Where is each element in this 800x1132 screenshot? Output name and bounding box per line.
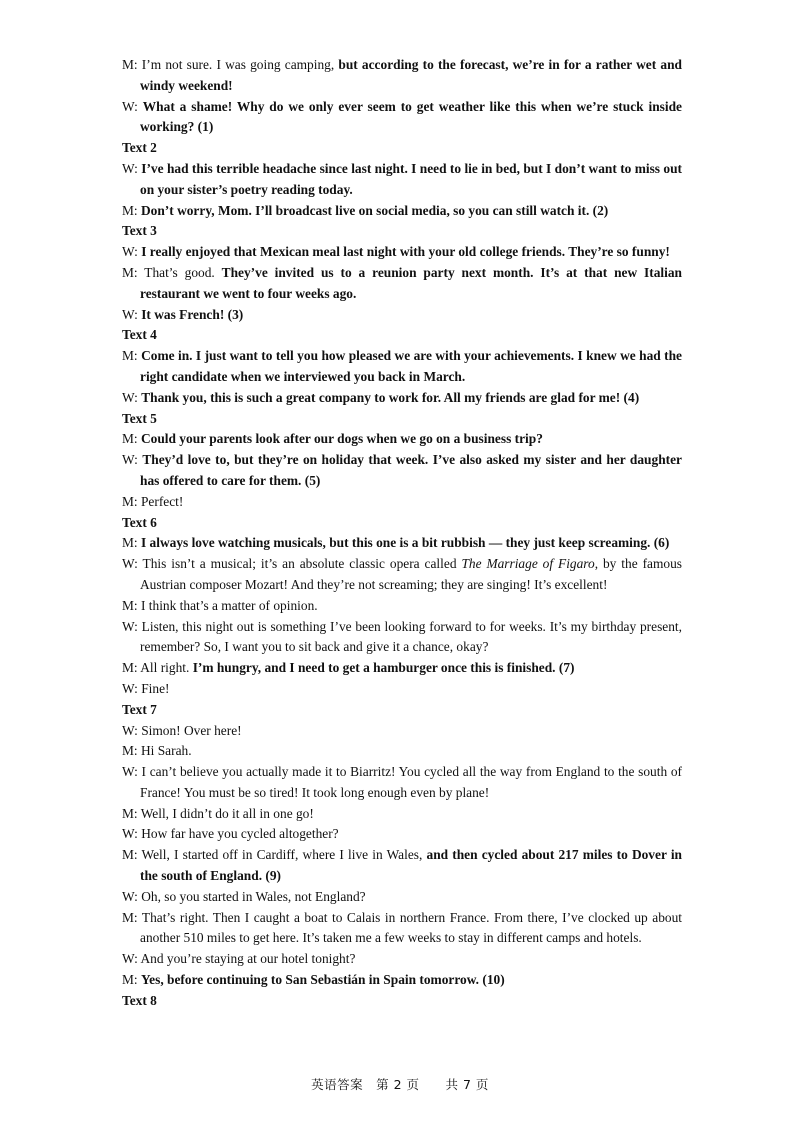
- text-run: M: Well, I didn’t do it all in one go!: [122, 805, 314, 821]
- dialogue-line: [122, 617, 682, 659]
- text-run: W: And you’re staying at our hotel tonight?: [122, 951, 356, 967]
- dialogue-line: [122, 596, 682, 617]
- section-heading: [122, 700, 682, 721]
- text-run: Thank you, this is such a great company to work for. All my friends are glad for me! (4): [141, 389, 640, 405]
- text-run: Could your parents look after our dogs when we go on a business trip?: [140, 431, 543, 447]
- dialogue-line: [122, 533, 682, 554]
- dialogue-line: [122, 201, 682, 222]
- dialogue-line: [122, 554, 682, 596]
- text-run: and then cycled about 217 miles to Dover in the south of England. (9): [140, 847, 682, 884]
- dialogue-line: [122, 804, 682, 825]
- text-run: They’ve invited us to a reunion party next month. It’s at that new Italian restaurant we went to four weeks ago.: [140, 264, 682, 301]
- text-run: Text 3: [122, 223, 157, 239]
- text-run: M: I think that’s a matter of opinion.: [122, 597, 318, 613]
- text-run: M: That’s right. Then I caught a boat to Calais in northern France. From there, I’ve clocked up about another 510 miles to get here. It’s taken me a few weeks to stay in different camps and hotels.: [122, 909, 682, 946]
- dialogue-line: [122, 908, 682, 950]
- text-run: Yes, before continuing to San Sebastián in Spain tomorrow. (10): [140, 972, 505, 988]
- section-heading: [122, 325, 682, 346]
- section-heading: [122, 991, 682, 1012]
- text-run: M:: [122, 431, 141, 447]
- text-run: M: Perfect!: [122, 493, 184, 509]
- dialogue-line: [122, 492, 682, 513]
- text-run: Text 5: [122, 410, 157, 426]
- text-run: but according to the forecast, we’re in for a rather wet and windy weekend!: [140, 57, 682, 93]
- page-footer: 英语答案 第 2 页 共 7 页: [311, 1077, 489, 1092]
- text-run: W: Listen, this night out is something I’ve been looking forward to for weeks. It’s my birthday present, remember? So, I want you to sit back and give it a chance, okay?: [122, 618, 682, 655]
- dialogue-line: [122, 845, 682, 887]
- text-run: W:: [122, 98, 143, 114]
- text-run: M: Hi Sarah.: [122, 743, 192, 759]
- text-run: W:: [122, 244, 142, 260]
- text-run: Text 8: [122, 992, 157, 1008]
- text-run: W: Oh, so you started in Wales, not England?: [122, 888, 366, 904]
- text-run: M: Well, I started off in Cardiff, where I live in Wales,: [122, 847, 427, 863]
- text-run: M:: [122, 202, 141, 218]
- dialogue-line: [122, 762, 682, 804]
- text-run: M: That’s good.: [122, 264, 222, 280]
- text-run: W:: [122, 160, 142, 176]
- text-run: M: I’m not sure. I was going camping,: [122, 57, 339, 72]
- dialogue-line: [122, 450, 682, 492]
- text-run: I’ve had this terrible headache since last night. I need to lie in bed, but I don’t want to miss out on your sister’s poetry reading today.: [140, 160, 682, 197]
- section-heading: [122, 409, 682, 430]
- text-run: M:: [122, 348, 142, 364]
- dialogue-line: [122, 242, 682, 263]
- dialogue-line: [122, 388, 682, 409]
- text-run: It was French! (3): [141, 306, 244, 322]
- dialogue-line: [122, 970, 682, 991]
- dialogue-line: [122, 346, 682, 388]
- dialogue-line: [122, 658, 682, 679]
- text-run: Text 2: [122, 140, 157, 156]
- dialogue-line: [122, 679, 682, 700]
- text-run: I’m hungry, and I need to get a hamburger once this is finished. (7): [192, 660, 575, 676]
- dialogue-line: [122, 97, 682, 139]
- transcript-page: [122, 55, 682, 1012]
- text-run: I always love watching musicals, but this one is a bit rubbish — they just keep screaming. (6): [140, 535, 670, 551]
- dialogue-line: [122, 949, 682, 970]
- dialogue-line: [122, 159, 682, 201]
- text-run: The Marriage of Figaro: [461, 556, 595, 572]
- text-run: W: Fine!: [122, 680, 170, 696]
- text-run: They’d love to, but they’re on holiday that week. I’ve also asked my sister and her daughter has offered to care for them. (5): [140, 452, 682, 488]
- section-heading: [122, 138, 682, 159]
- text-run: , by the famous Austrian composer Mozart! And they’re not screaming; they are singing! It’s excellent!: [140, 556, 682, 592]
- section-heading: [122, 513, 682, 534]
- dialogue-line: [122, 429, 682, 450]
- dialogue-line: [122, 741, 682, 762]
- text-run: What a shame! Why do we only ever seem to get weather like this when we’re stuck inside working? (1): [140, 98, 682, 135]
- text-run: Don’t worry, Mom. I’ll broadcast live on social media, so you can still watch it. (2): [140, 202, 609, 218]
- dialogue-line: [122, 263, 682, 305]
- text-run: W: Simon! Over here!: [122, 722, 242, 738]
- text-run: W:: [122, 389, 142, 405]
- text-run: W: I can’t believe you actually made it to Biarritz! You cycled all the way from England to the south of France! You must be so tired! It took long enough even by plane!: [122, 764, 682, 800]
- section-heading: [122, 221, 682, 242]
- text-run: W:: [122, 306, 142, 322]
- text-run: W:: [122, 452, 143, 468]
- text-run: Text 4: [122, 327, 157, 343]
- dialogue-line: [122, 824, 682, 845]
- text-run: W: How far have you cycled altogether?: [122, 826, 339, 842]
- dialogue-line: [122, 305, 682, 326]
- text-run: M: All right.: [122, 660, 193, 676]
- text-run: Text 7: [122, 701, 157, 717]
- text-run: M:: [122, 535, 141, 551]
- text-run: M:: [122, 972, 141, 988]
- dialogue-line: [122, 721, 682, 742]
- text-run: Text 6: [122, 514, 157, 530]
- text-run: I really enjoyed that Mexican meal last night with your old college friends. They’re so funny!: [141, 244, 670, 260]
- dialogue-line: [122, 887, 682, 908]
- dialogue-line: [122, 55, 682, 97]
- text-run: Come in. I just want to tell you how pleased we are with your achievements. I knew we had the right candidate when we interviewed you back in March.: [140, 348, 682, 384]
- text-run: W: This isn’t a musical; it’s an absolute classic opera called: [122, 556, 462, 572]
